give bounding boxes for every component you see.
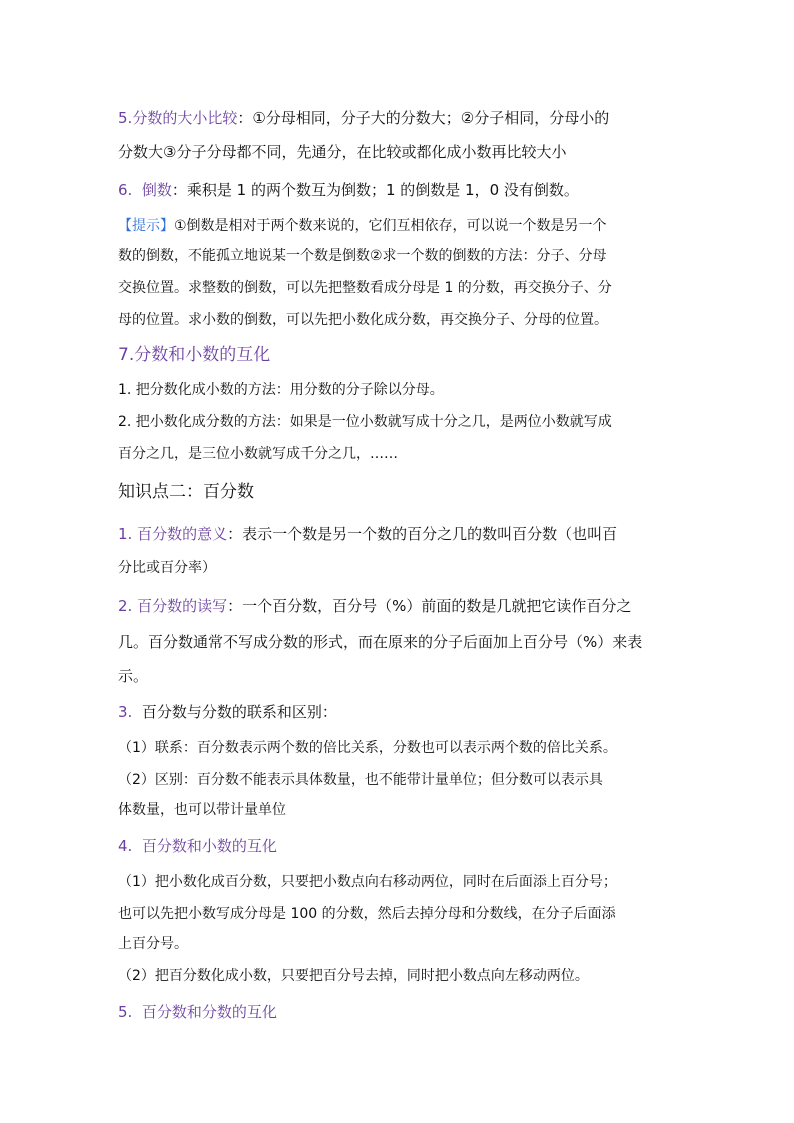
section-5-line-2: 分数大③分子分母都不同，先通分，在比较或都化成小数再比较大小 [118, 143, 567, 161]
percent-4-line-1: （1）把小数化成百分数，只要把小数点向右移动两位，同时在后面添上百分号； [118, 874, 617, 890]
percent-4-line-2: 也可以先把小数写成分母是 100 的分数，然后去掉分母和分数线，在分子后面添 [118, 906, 616, 922]
percent-2-number: 2. [118, 597, 133, 615]
tip-line-1 [118, 216, 607, 236]
percent-3-line-2: （2）区别：百分数不能表示具体数量，也不能带计量单位；但分数可以表示具 [118, 772, 603, 788]
percent-2-text: ：一个百分数，百分号（%）前面的数是几就把它读作百分之 [227, 597, 632, 615]
tip-line-4: 母的位置。求小数的倒数，可以先把小数化成分数，再交换分子、分母的位置。 [118, 312, 608, 328]
knowledge-point-2-heading: 知识点二：百分数 [118, 482, 254, 502]
percent-2-line-1 [118, 596, 631, 616]
section-7-item-1: 1. 把分数化成小数的方法：用分数的分子除以分母。 [118, 382, 444, 398]
section-7-item-2-line-2: 百分之几，是三位小数就写成千分之几，…… [118, 446, 398, 462]
percent-1-title: 百分数的意义 [137, 525, 228, 543]
percent-4-title: 百分数和小数的互化 [141, 837, 277, 855]
tip-text-1: ①倒数是相对于两个数来说的，它们互相依存，可以说一个数是另一个 [174, 218, 607, 234]
section-5-line-1 [118, 108, 609, 128]
percent-5-number: 5. [118, 1003, 133, 1021]
tip-label: 【提示】 [118, 218, 174, 234]
percent-1-number: 1. [118, 525, 133, 543]
section-5-text: ：①分母相同，分子大的分数大；②分子相同，分母小的 [237, 109, 610, 127]
percent-2-title: 百分数的读写 [137, 597, 228, 615]
section-7-item-2-line-1: 2. 把小数化成分数的方法：如果是一位小数就写成十分之几，是两位小数就写成 [118, 414, 612, 430]
section-7-heading [118, 344, 270, 366]
section-7-number: 7. [118, 345, 135, 365]
section-6-text: ：乘积是 1 的两个数互为倒数；1 的倒数是 1，0 没有倒数。 [171, 181, 579, 199]
percent-4-number: 4. [118, 837, 133, 855]
percent-2-line-3: 示。 [118, 667, 149, 685]
section-5-title: 分数的大小比较 [132, 109, 238, 127]
percent-1-line-2: 分比或百分率） [118, 560, 216, 576]
percent-2-line-2: 几。百分数通常不写成分数的形式，而在原来的分子后面加上百分号（%）来表 [118, 633, 643, 651]
percent-3-line-1: （1）联系：百分数表示两个数的倍比关系，分数也可以表示两个数的倍比关系。 [118, 740, 617, 756]
percent-1-text: ：表示一个数是另一个数的百分之几的数叫百分数（也叫百 [227, 525, 618, 543]
percent-4-line-4: （2）把百分数化成小数，只要把百分号去掉，同时把小数点向左移动两位。 [118, 968, 589, 984]
percent-4-line-3: 上百分号。 [118, 936, 188, 952]
percent-3-number: 3. [118, 703, 133, 721]
percent-5-heading [118, 1002, 277, 1022]
section-6-number: 6. [118, 181, 133, 199]
percent-4-heading [118, 836, 277, 856]
section-6-line [118, 180, 579, 200]
section-5-number: 5. [118, 109, 133, 127]
section-7-title: 分数和小数的互化 [134, 345, 271, 365]
tip-line-3: 交换位置。求整数的倒数，可以先把整数看成分母是 1 的分数，再交换分子、分 [118, 280, 612, 296]
section-6-title: 倒数 [141, 181, 172, 199]
percent-3-title: 百分数与分数的联系和区别： [141, 703, 337, 721]
percent-3-line-3: 体数量，也可以带计量单位 [118, 802, 286, 818]
percent-5-title: 百分数和分数的互化 [141, 1003, 277, 1021]
percent-3-heading [118, 702, 337, 722]
tip-line-2: 数的倒数，不能孤立地说某一个数是倒数②求一个数的倒数的方法：分子、分母 [118, 248, 607, 264]
percent-1-line-1 [118, 524, 617, 544]
